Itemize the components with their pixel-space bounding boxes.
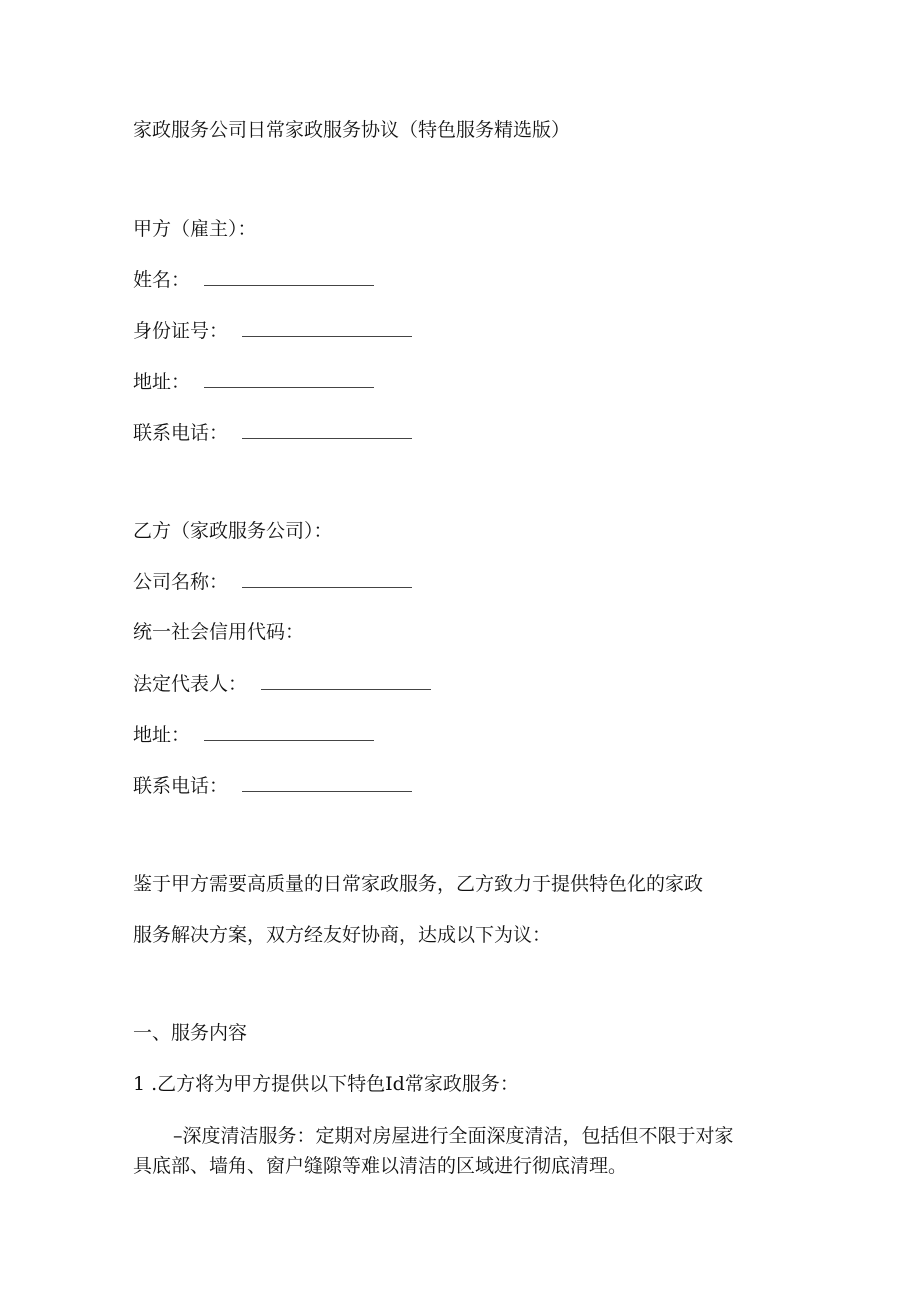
party-b-address-field <box>133 722 374 747</box>
party-a-name-blank <box>204 267 374 286</box>
section-1-heading: 一、服务内容 <box>133 1022 248 1044</box>
party-b-legal-rep-label: 法定代表人： <box>133 673 248 695</box>
party-b-phone-blank <box>242 773 412 792</box>
party-a-phone-label: 联系电话： <box>133 422 229 444</box>
party-b-address-blank <box>204 722 374 741</box>
party-a-address-label: 地址： <box>133 371 191 393</box>
party-a-phone-blank <box>242 420 412 439</box>
document-title: 家政服务公司日常家政服务协议（特色服务精选版） <box>133 119 571 141</box>
party-b-company-label: 公司名称： <box>133 571 229 593</box>
deep-clean-line-2: 具底部、墙角、窗户缝隙等难以清洁的区域进行彻底清理。 <box>133 1155 628 1177</box>
party-b-heading: 乙方（家政服务公司）： <box>133 520 333 542</box>
party-a-name-field <box>133 267 374 292</box>
party-a-phone-field <box>133 420 412 445</box>
party-b-legal-rep-blank <box>261 671 431 690</box>
party-b-company-field <box>133 569 412 594</box>
party-a-id-blank <box>242 318 412 337</box>
party-b-phone-label: 联系电话： <box>133 775 229 797</box>
deep-clean-line-1: –深度清洁服务：定期对房屋进行全面深度清洁，包括但不限于对家 <box>173 1125 734 1147</box>
party-b-phone-field <box>133 773 412 798</box>
party-a-id-field <box>133 318 412 343</box>
party-b-credit-code-field <box>133 620 304 644</box>
party-b-credit-code-label: 统一社会信用代码： <box>133 621 305 643</box>
party-b-address-label: 地址： <box>133 724 191 746</box>
party-a-heading: 甲方（雇主）： <box>133 218 257 240</box>
section-1-item-1: 1 .乙方将为甲方提供以下特色Id常家政服务： <box>133 1073 519 1095</box>
preamble-line-2: 服务解决方案，双方经友好协商，达成以下为议： <box>133 924 552 946</box>
preamble-line-1: 鉴于甲方需要高质量的日常家政服务，乙方致力于提供特色化的家政 <box>133 873 704 895</box>
party-a-address-blank <box>204 369 374 388</box>
party-a-address-field <box>133 369 374 394</box>
party-b-company-blank <box>242 569 412 588</box>
party-b-legal-rep-field <box>133 671 431 696</box>
party-a-id-label: 身份证号： <box>133 320 229 342</box>
party-a-name-label: 姓名： <box>133 269 191 291</box>
